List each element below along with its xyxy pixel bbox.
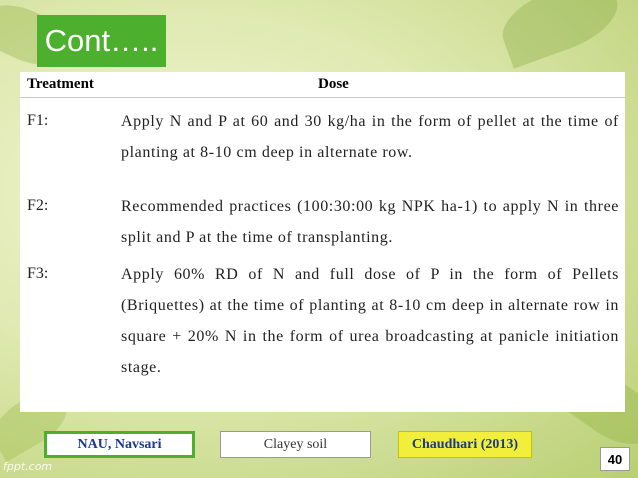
row-id-f1: F1: — [27, 112, 49, 129]
row-text-f3: Apply 60% RD of N and full dose of P in the form of Pellets (Briquettes) at the time of planting at 8-10 cm deep in alternate row in square + 20% N in the form of urea broadcasting at panicle initiation stage. — [121, 266, 619, 376]
watermark-logo: fppt.com — [3, 460, 53, 473]
header-divider — [20, 97, 625, 98]
slide-title: Cont….. — [37, 15, 166, 67]
row-id-f3: F3: — [27, 265, 49, 282]
source-badge: Chaudhari (2013) — [398, 431, 532, 458]
row-id-f2: F2: — [27, 197, 49, 214]
header-dose: Dose — [318, 76, 349, 92]
location-badge: NAU, Navsari — [44, 431, 195, 458]
page-number: 40 — [600, 447, 630, 471]
row-text-f1: Apply N and P at 60 and 30 kg/ha in the form of pellet at the time of planting at 8-10 cm deep in alternate row. — [121, 113, 619, 161]
header-treatment: Treatment — [27, 76, 94, 92]
row-text-f2: Recommended practices (100:30:00 kg NPK ha-1) to apply N in three split and P at the time of transplanting. — [121, 198, 619, 246]
decorative-leaf — [493, 0, 626, 69]
soil-badge: Clayey soil — [220, 431, 371, 458]
